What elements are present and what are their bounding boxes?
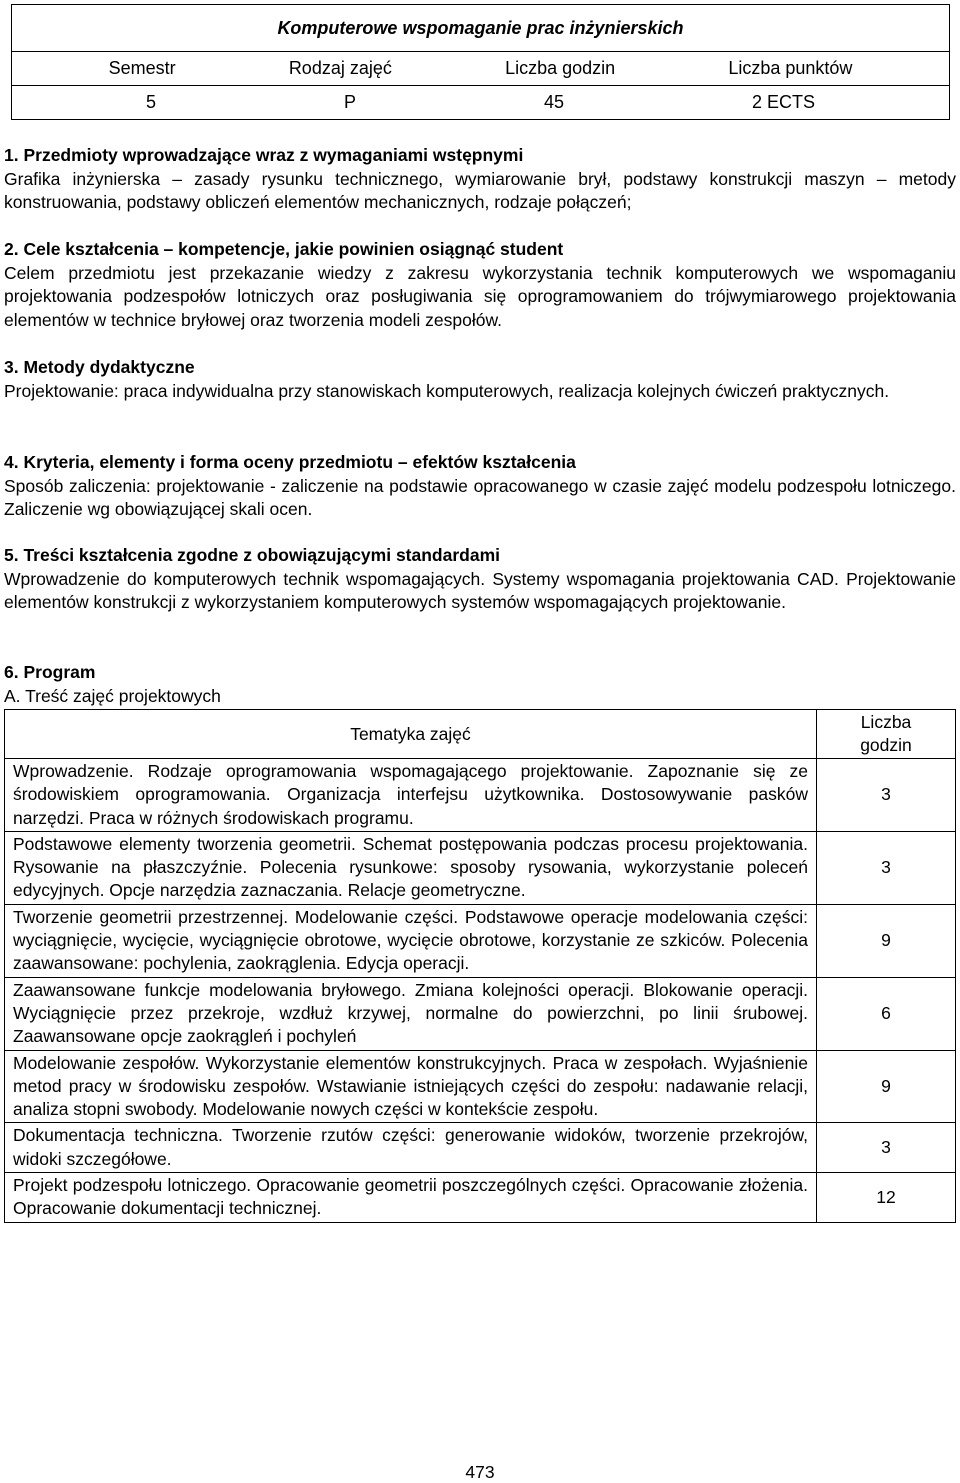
hours-cell: 3 xyxy=(817,831,956,904)
val-hours: 45 xyxy=(543,92,564,112)
hours-cell: 9 xyxy=(817,1050,956,1123)
col-semester: Semestr xyxy=(108,58,176,78)
col-type: Rodzaj zajęć xyxy=(288,58,392,78)
section-heading: 3. Metody dydaktyczne xyxy=(4,357,195,377)
topic-cell: Tworzenie geometrii przestrzennej. Modelowanie części. Podstawowe operacje modelowania części: wyciągnięcie, wycięcie, wyciągnięcie obrotowe, wycięcie obrotowe, korzystanie ze szkiców. Polecenia zaawansowane: pochylenia, zaokrąglenia. Edycja operacji. xyxy=(5,904,817,977)
section-prerequisites xyxy=(4,144,956,215)
section-program xyxy=(4,661,956,708)
hours-cell: 6 xyxy=(817,977,956,1050)
header-columns-row xyxy=(12,52,950,86)
table-row xyxy=(5,1050,956,1123)
section-goals xyxy=(4,238,956,332)
hours-column-header xyxy=(817,710,956,759)
section-heading: 4. Kryteria, elementy i forma oceny przedmiotu – efektów kształcenia xyxy=(4,452,576,472)
section-body: Projektowanie: praca indywidualna przy stanowiskach komputerowych, realizacja kolejnych ćwiczeń praktycznych. xyxy=(4,380,890,401)
header-values-row xyxy=(12,86,950,120)
section-heading: 6. Program xyxy=(4,662,96,682)
section-body: Celem przedmiotu jest przekazanie wiedzy z zakresu wykorzystania technik komputerowych we wspomaganiu projektowania podzespołów lotniczych oraz posługiwania się oprogramowaniem do trójwymiarowego projektowania elementów w technice bryłowej oraz tworzenia modeli zespołów. xyxy=(4,262,956,330)
hours-cell: 3 xyxy=(817,759,956,832)
table-row xyxy=(5,904,956,977)
col-hours: Liczba godzin xyxy=(505,58,616,78)
table-row xyxy=(5,759,956,832)
hours-cell: 9 xyxy=(817,904,956,977)
topic-column-header: Tematyka zajęć xyxy=(5,710,817,759)
col-points: Liczba punktów xyxy=(728,58,853,78)
hours-header-line2: godzin xyxy=(860,735,912,755)
table-row xyxy=(5,1173,956,1223)
course-title: Komputerowe wspomaganie prac inżynierskich xyxy=(12,5,950,52)
topic-cell: Zaawansowane funkcje modelowania bryłowego. Zmiana kolejności operacji. Blokowanie operacji. Wyciągnięcie przez przekroje, wzdłuż krzywej, normalne do powierzchni, po linii śrubowej. Zaawansowane opcje zaokrągleń i pochyleń xyxy=(5,977,817,1050)
hours-cell: 3 xyxy=(817,1123,956,1173)
section-methods xyxy=(4,356,956,403)
section-body: Sposób zaliczenia: projektowanie - zaliczenie na podstawie opracowanego w czasie zajęć modelu podzespołu lotniczego. Zaliczenie wg obowiązującej skali ocen. xyxy=(4,475,956,519)
topic-cell: Projekt podzespołu lotniczego. Opracowanie geometrii poszczególnych części. Opracowanie złożenia. Opracowanie dokumentacji technicznej. xyxy=(5,1173,817,1223)
section-content xyxy=(4,544,956,615)
val-semester: 5 xyxy=(145,92,156,112)
hours-cell: 12 xyxy=(817,1173,956,1223)
hours-header-line1: Liczba xyxy=(860,712,912,732)
program-subheading: A. Treść zajęć projektowych xyxy=(4,685,221,706)
topic-cell: Wprowadzenie. Rodzaje oprogramowania wspomagającego projektowanie. Zapoznanie się ze środowiskiem oprogramowania. Organizacja interfejsu użytkownika. Dostosowywanie pasków narzędzi. Praca w różnych środowiskach programu. xyxy=(5,759,817,832)
topic-cell: Modelowanie zespołów. Wykorzystanie elementów konstrukcyjnych. Praca w zespołach. Wyjaśnienie metod pracy w środowisku zespołów. Wstawianie istniejących części do zespołu: nadawanie relacji, analiza stopni swobody. Modelowanie nowych części w kontekście zespołu. xyxy=(5,1050,817,1123)
section-heading: 5. Treści kształcenia zgodne z obowiązującymi standardami xyxy=(4,545,500,565)
val-type: P xyxy=(343,92,356,112)
section-heading: 2. Cele kształcenia – kompetencje, jakie powinien osiągnąć student xyxy=(4,239,564,259)
section-assessment xyxy=(4,451,956,522)
course-header-table xyxy=(11,4,950,120)
table-row xyxy=(5,1123,956,1173)
section-body: Grafika inżynierska – zasady rysunku technicznego, wymiarowanie brył, podstawy konstrukcji maszyn – metody konstruowania, podstawy obliczeń elementów mechanicznych, rodzaje połączeń; xyxy=(4,168,956,212)
program-header-row xyxy=(5,710,956,759)
section-body: Wprowadzenie do komputerowych technik wspomagających. Systemy wspomagania projektowania CAD. Projektowanie elementów konstrukcji z wykorzystaniem komputerowych systemów wspomagających projektowanie. xyxy=(4,568,956,612)
section-heading: 1. Przedmioty wprowadzające wraz z wymaganiami wstępnymi xyxy=(4,145,524,165)
program-table xyxy=(4,709,956,1223)
topic-cell: Podstawowe elementy tworzenia geometrii. Schemat postępowania podczas procesu projektowania. Rysowanie na płaszczyźnie. Polecenia rysunkowe: sposoby rysowania, wykorzystanie poleceń edycyjnych. Opcje narzędzia zaznaczania. Relacje geometryczne. xyxy=(5,831,817,904)
page-number: 473 xyxy=(465,1462,495,1482)
table-row xyxy=(5,831,956,904)
val-points: 2 ECTS xyxy=(751,92,815,112)
topic-cell: Dokumentacja techniczna. Tworzenie rzutów części: generowanie widoków, tworzenie przekrojów, widoki szczegółowe. xyxy=(5,1123,817,1173)
table-row xyxy=(5,977,956,1050)
